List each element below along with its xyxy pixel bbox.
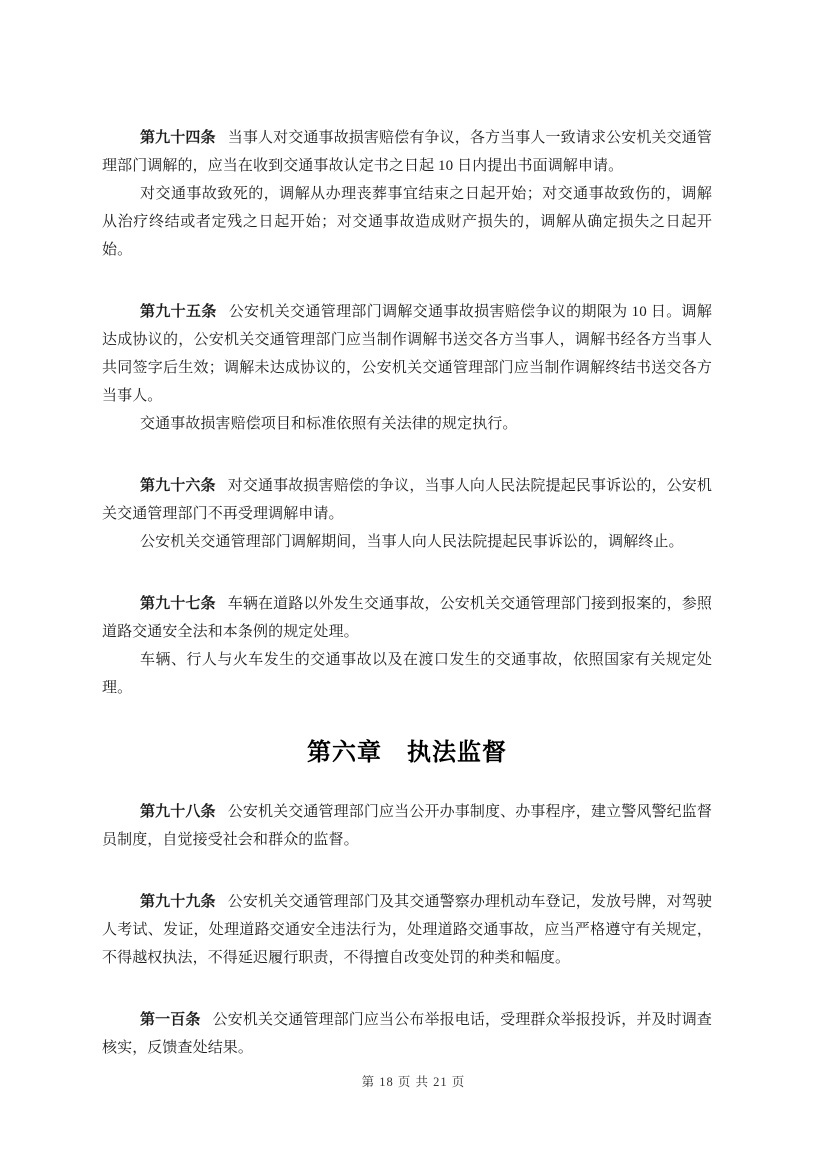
article-94 xyxy=(102,124,712,264)
article-intro-text: 公安机关交通管理部门应当公开办事制度、办事程序，建立警风警纪监督员制度，自觉接受社会和群众的监督。 xyxy=(102,804,712,848)
article-number: 第一百条 xyxy=(140,1011,201,1028)
document-content xyxy=(102,124,712,1096)
article-96 xyxy=(102,472,712,556)
article-paragraph: 对交通事故致死的，调解从办理丧葬事宜结束之日起开始；对交通事故致伤的，调解从治疗终结或者定残之日起开始；对交通事故造成财产损失的，调解从确定损失之日起开始。 xyxy=(102,186,712,258)
page-number-footer: 第 18 页 共 21 页 xyxy=(361,1075,466,1089)
article-100 xyxy=(102,1006,712,1062)
article-intro-text: 公安机关交通管理部门调解交通事故损害赔偿争议的期限为 10 日。调解达成协议的，公安机关交通管理部门应当制作调解书送交各方当事人，调解书经各方当事人共同签字后生效；调解未达成协议的，公安机关交通管理部门应当制作调解终结书送交各方当事人。 xyxy=(102,304,712,404)
article-number: 第九十七条 xyxy=(140,595,216,612)
article-paragraph: 车辆、行人与火车发生的交通事故以及在渡口发生的交通事故，依照国家有关规定处理。 xyxy=(102,652,712,696)
article-number: 第九十六条 xyxy=(140,477,216,494)
article-paragraph: 公安机关交通管理部门调解期间，当事人向人民法院提起民事诉讼的，调解终止。 xyxy=(140,534,684,550)
article-paragraph xyxy=(102,1006,712,1062)
article-number: 第九十四条 xyxy=(140,129,216,146)
article-99 xyxy=(102,888,712,972)
article-paragraph xyxy=(102,472,712,528)
article-intro-text: 对交通事故损害赔偿的争议，当事人向人民法院提起民事诉讼的，公安机关交通管理部门不再受理调解申请。 xyxy=(102,478,712,522)
article-paragraph: 交通事故损害赔偿项目和标准依照有关法律的规定执行。 xyxy=(140,416,518,432)
article-paragraph xyxy=(102,590,712,646)
article-intro-text: 公安机关交通管理部门及其交通警察办理机动车登记，发放号牌，对驾驶人考试、发证，处理道路交通安全违法行为，处理道路交通事故，应当严格遵守有关规定，不得越权执法，不得延迟履行职责，不得擅自改变处罚的种类和幅度。 xyxy=(102,894,712,966)
article-intro-text: 公安机关交通管理部门应当公布举报电话，受理群众举报投诉，并及时调查核实，反馈查处结果。 xyxy=(102,1012,712,1056)
article-number: 第九十八条 xyxy=(140,803,216,820)
article-number: 第九十五条 xyxy=(140,303,217,320)
article-97 xyxy=(102,590,712,702)
article-paragraph xyxy=(102,798,712,854)
article-number: 第九十九条 xyxy=(140,893,216,910)
article-intro-text: 当事人对交通事故损害赔偿有争议，各方当事人一致请求公安机关交通管理部门调解的，应当在收到交通事故认定书之日起 10 日内提出书面调解申请。 xyxy=(102,130,712,174)
article-paragraph xyxy=(102,124,712,180)
article-paragraph xyxy=(102,888,712,972)
article-98 xyxy=(102,798,712,854)
article-intro-text: 车辆在道路以外发生交通事故，公安机关交通管理部门接到报案的，参照道路交通安全法和本条例的规定处理。 xyxy=(102,596,712,640)
article-paragraph xyxy=(102,298,712,410)
chapter-heading: 第六章 执法监督 xyxy=(307,739,507,766)
article-95 xyxy=(102,298,712,438)
